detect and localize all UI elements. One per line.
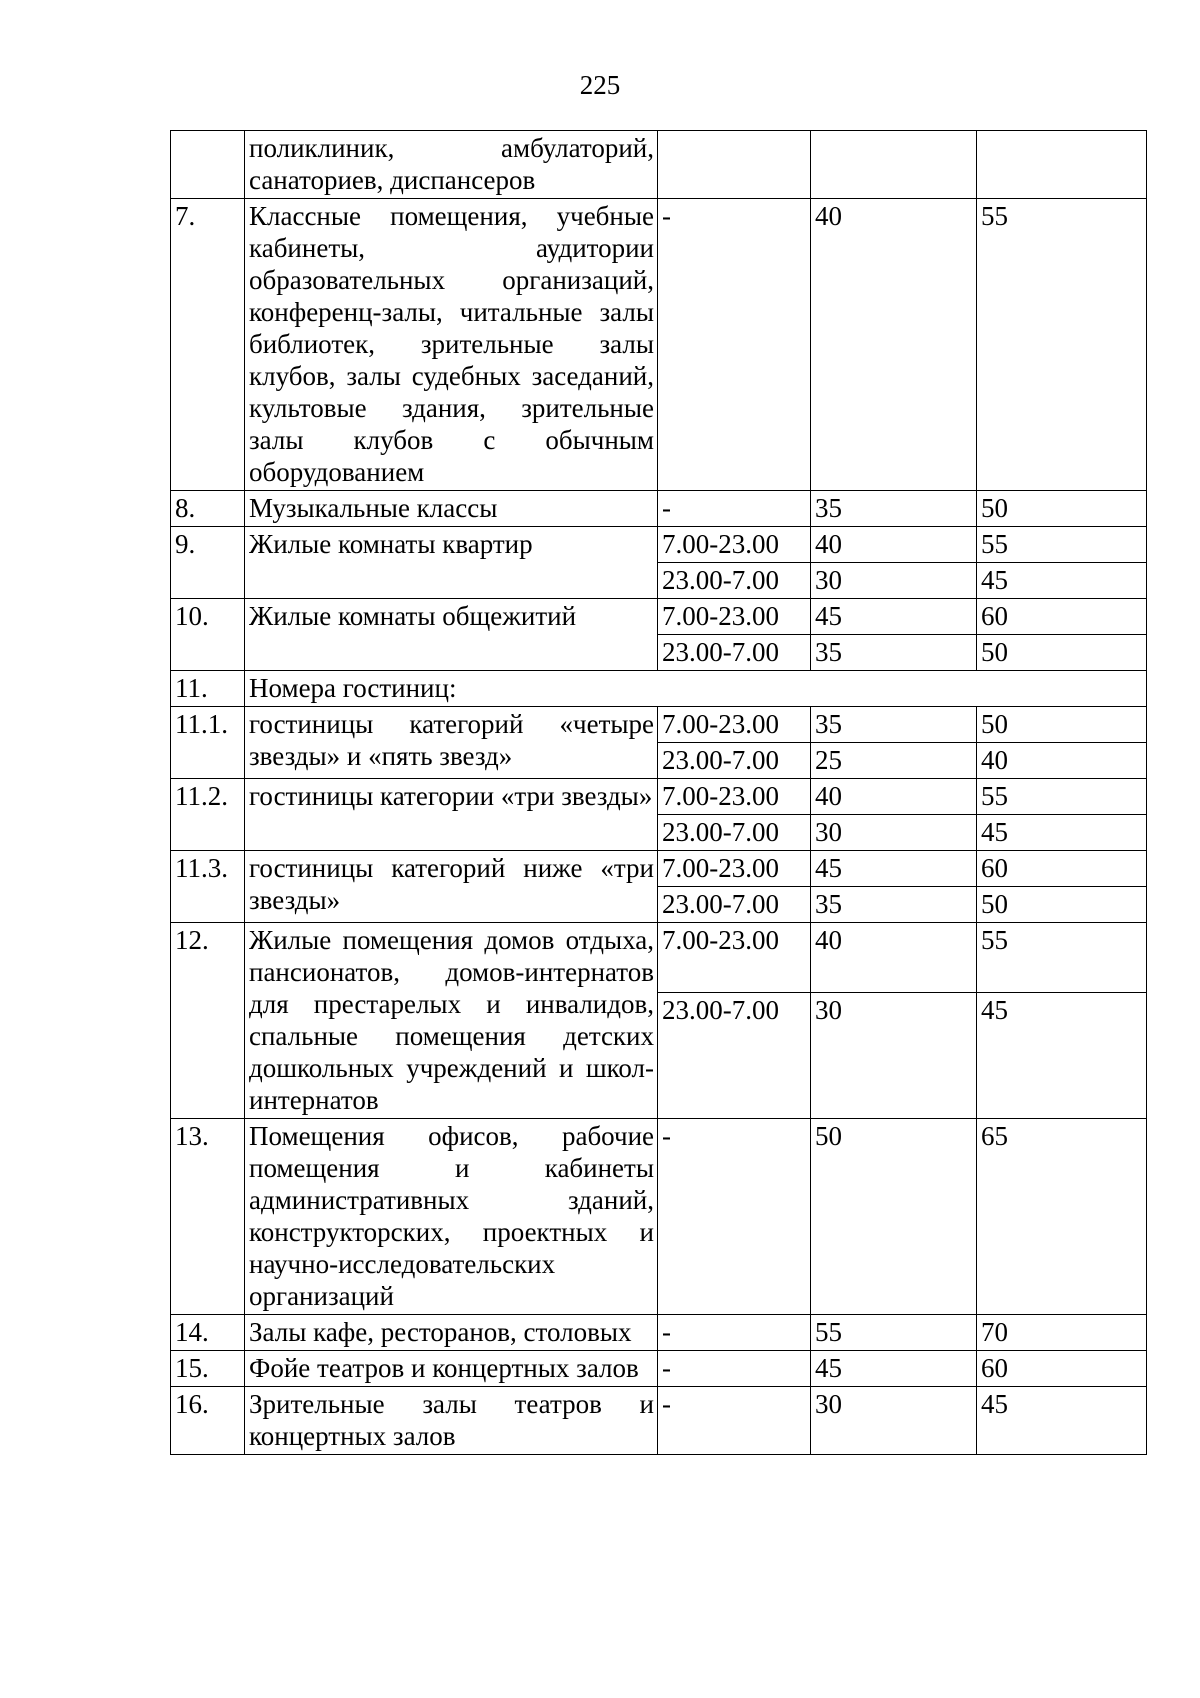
row-number: 16. (171, 1387, 245, 1455)
time-period: 23.00-7.00 (658, 887, 811, 923)
level-value-1: 55 (811, 1315, 977, 1351)
room-type: Зрительные залы театров и концертных залов (245, 1387, 658, 1455)
level-value-1: 35 (811, 635, 977, 671)
room-type: гостиницы категории «три звезды» (245, 779, 658, 851)
table-row (171, 923, 1147, 993)
room-type: Помещения офисов, рабочие помещения и кабинеты административных зданий, конструкторских, проектных и научно-исследовательских организаций (245, 1119, 658, 1315)
table-row (171, 851, 1147, 887)
room-type: Залы кафе, ресторанов, столовых (245, 1315, 658, 1351)
time-period: - (658, 1315, 811, 1351)
row-number: 9. (171, 527, 245, 599)
level-value-2: 40 (977, 743, 1147, 779)
level-value-1: 35 (811, 707, 977, 743)
section-heading: Номера гостиниц: (245, 671, 1147, 707)
level-value-1: 40 (811, 527, 977, 563)
row-number: 14. (171, 1315, 245, 1351)
level-value-2: 55 (977, 923, 1147, 993)
table-row (171, 131, 1147, 199)
level-value-2 (977, 131, 1147, 199)
level-value-1: 30 (811, 815, 977, 851)
level-value-1: 30 (811, 563, 977, 599)
row-number: 11.3. (171, 851, 245, 923)
time-period: - (658, 1387, 811, 1455)
level-value-2: 50 (977, 491, 1147, 527)
level-value-1: 35 (811, 887, 977, 923)
time-period: 23.00-7.00 (658, 993, 811, 1119)
room-type: Жилые комнаты квартир (245, 527, 658, 599)
level-value-1: 25 (811, 743, 977, 779)
table-row (171, 199, 1147, 491)
level-value-1: 40 (811, 923, 977, 993)
level-value-1: 40 (811, 199, 977, 491)
time-period: 23.00-7.00 (658, 743, 811, 779)
time-period: - (658, 1351, 811, 1387)
row-number: 7. (171, 199, 245, 491)
level-value-2: 60 (977, 851, 1147, 887)
row-number: 12. (171, 923, 245, 1119)
room-type: Жилые помещения домов отдыха, пансионатов, домов-интернатов для престарелых и инвалидов, спальные помещения детских дошкольных учреждений и школ-интернатов (245, 923, 658, 1119)
level-value-2: 55 (977, 527, 1147, 563)
level-value-2: 45 (977, 563, 1147, 599)
level-value-2: 45 (977, 1387, 1147, 1455)
level-value-2: 65 (977, 1119, 1147, 1315)
time-period: 7.00-23.00 (658, 923, 811, 993)
level-value-1: 45 (811, 851, 977, 887)
level-value-1: 50 (811, 1119, 977, 1315)
time-period: 7.00-23.00 (658, 707, 811, 743)
time-period: 23.00-7.00 (658, 563, 811, 599)
level-value-2: 60 (977, 599, 1147, 635)
time-period: 23.00-7.00 (658, 815, 811, 851)
time-period: - (658, 199, 811, 491)
row-number: 10. (171, 599, 245, 671)
time-period: - (658, 491, 811, 527)
level-value-2: 55 (977, 779, 1147, 815)
row-number: 11.2. (171, 779, 245, 851)
row-number: 8. (171, 491, 245, 527)
row-number (171, 131, 245, 199)
room-type: Музыкальные классы (245, 491, 658, 527)
time-period: 7.00-23.00 (658, 779, 811, 815)
level-value-2: 50 (977, 707, 1147, 743)
time-period: 7.00-23.00 (658, 599, 811, 635)
table-row (171, 707, 1147, 743)
room-type: поликлиник, амбулаторий, санаториев, диспансеров (245, 131, 658, 199)
noise-norms-table (170, 130, 1147, 1455)
level-value-2: 50 (977, 635, 1147, 671)
table-row (171, 779, 1147, 815)
time-period: 7.00-23.00 (658, 527, 811, 563)
level-value-1: 30 (811, 993, 977, 1119)
level-value-2: 60 (977, 1351, 1147, 1387)
table-row (171, 1351, 1147, 1387)
page-number: 225 (579, 70, 621, 100)
time-period (658, 131, 811, 199)
level-value-2: 45 (977, 993, 1147, 1119)
level-value-1: 30 (811, 1387, 977, 1455)
room-type: Фойе театров и концертных залов (245, 1351, 658, 1387)
room-type: гостиницы категорий ниже «три звезды» (245, 851, 658, 923)
table-row (171, 671, 1147, 707)
table-row (171, 1119, 1147, 1315)
level-value-1 (811, 131, 977, 199)
level-value-1: 35 (811, 491, 977, 527)
level-value-2: 55 (977, 199, 1147, 491)
room-type: Классные помещения, учебные кабинеты, аудитории образовательных организаций, конференц-залы, читальные залы библиотек, зрительные залы клубов, залы судебных заседаний, культовые здания, зрительные залы клубов с обычным оборудованием (245, 199, 658, 491)
table-row (171, 1387, 1147, 1455)
time-period: 23.00-7.00 (658, 635, 811, 671)
level-value-2: 45 (977, 815, 1147, 851)
time-period: 7.00-23.00 (658, 851, 811, 887)
room-type: гостиницы категорий «четыре звезды» и «пять звезд» (245, 707, 658, 779)
level-value-1: 45 (811, 1351, 977, 1387)
level-value-2: 70 (977, 1315, 1147, 1351)
level-value-2: 50 (977, 887, 1147, 923)
table-row (171, 1315, 1147, 1351)
time-period: - (658, 1119, 811, 1315)
table-row (171, 491, 1147, 527)
row-number: 11.1. (171, 707, 245, 779)
room-type: Жилые комнаты общежитий (245, 599, 658, 671)
row-number: 15. (171, 1351, 245, 1387)
row-number: 11. (171, 671, 245, 707)
table-row (171, 599, 1147, 635)
table-row (171, 527, 1147, 563)
level-value-1: 40 (811, 779, 977, 815)
row-number: 13. (171, 1119, 245, 1315)
level-value-1: 45 (811, 599, 977, 635)
